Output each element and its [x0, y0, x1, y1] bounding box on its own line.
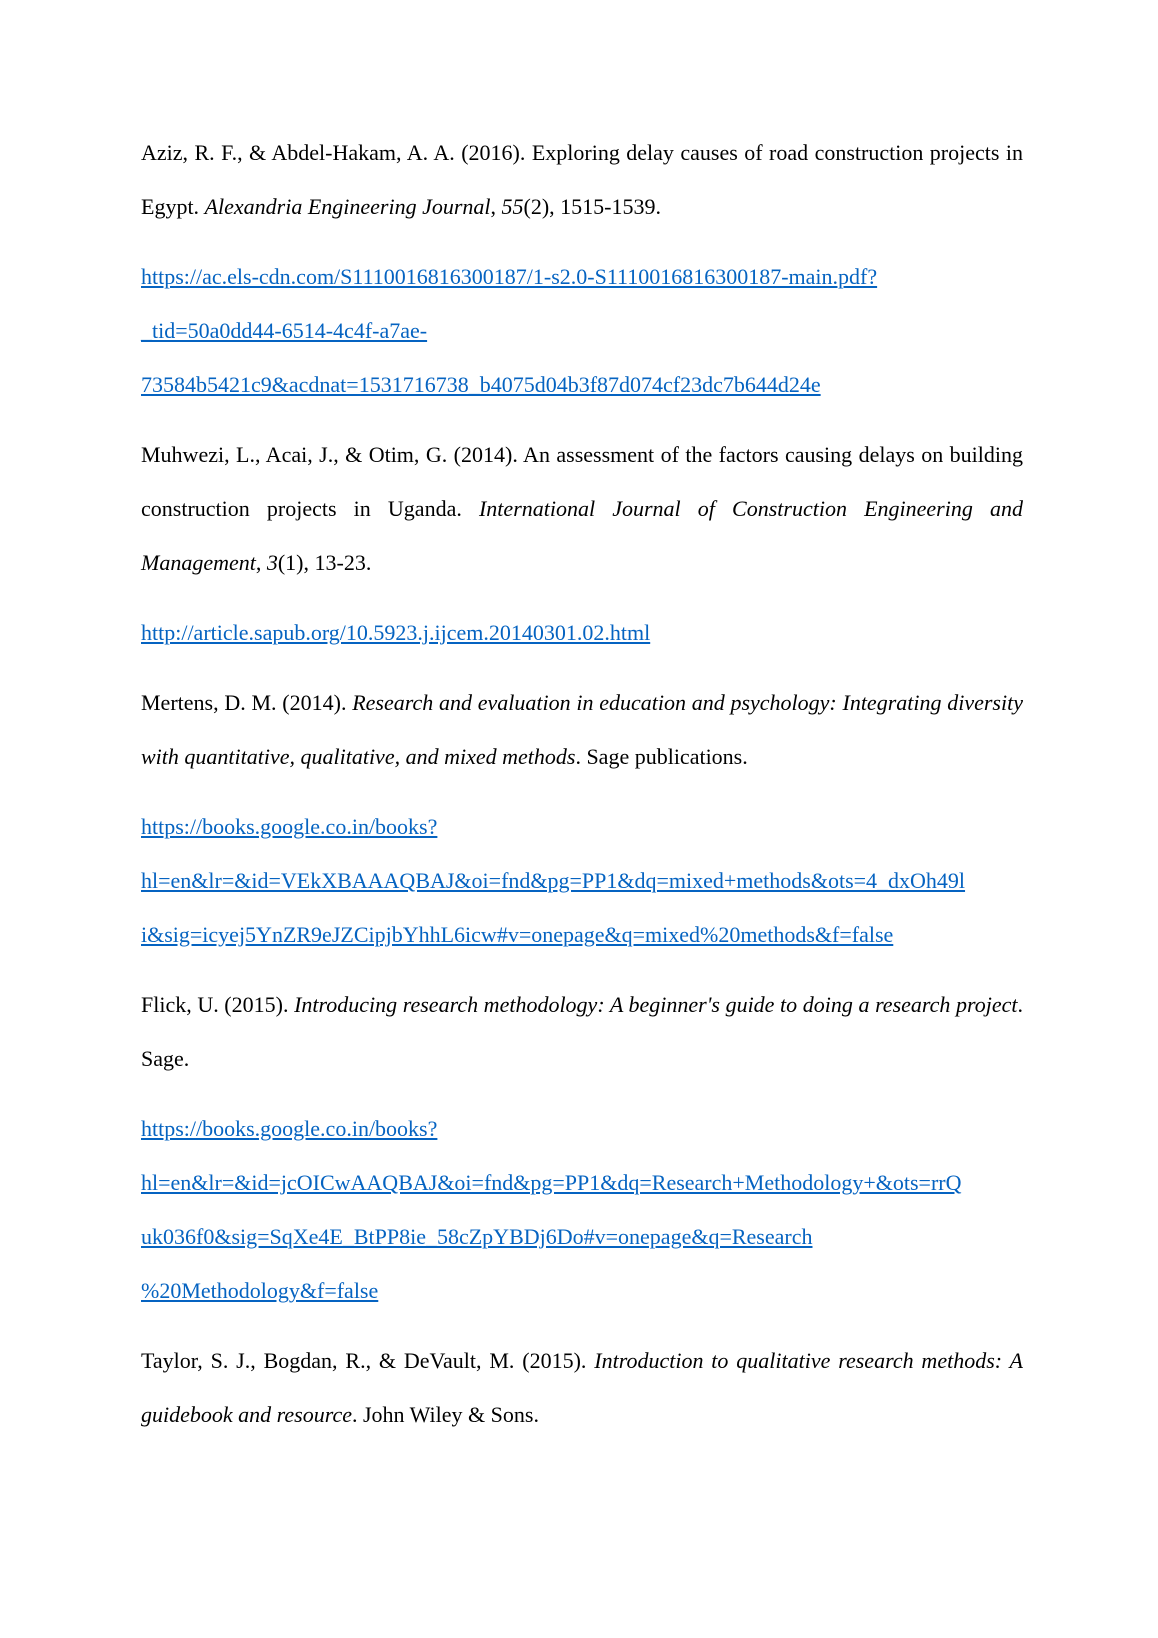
reference-entry [141, 978, 1023, 1086]
citation-authors: Taylor, S. J., Bogdan, R., & DeVault, M. (2015). [141, 1348, 595, 1373]
book-title: Introducing research methodology: A beginner's guide to doing a research project [294, 992, 1018, 1017]
reference-entry [141, 1334, 1023, 1442]
issue-pages: (1), 13-23. [277, 550, 372, 575]
publisher: . Sage publications. [575, 744, 748, 769]
reference-entry: Muhwezi, L., Acai, J., & Otim, G. (2014). An assessment of the factors causing delays on building construction projects in Uganda. International Journal of Construction Engineering and Management, 3(1), 13-23. [141, 442, 1023, 575]
reference-url-link[interactable]: https://books.google.co.in/books? hl=en&lr=&id=jcOICwAAQBAJ&oi=fnd&pg=PP1&dq=Research+Methodology+&ots=rrQ uk036f0&sig=SqXe4E_BtPP8ie_58cZpYBDj6Do#v=onepage&q=Research %20Methodology&f=false [141, 1116, 962, 1303]
reference-url-link[interactable]: https://books.google.co.in/books? hl=en&lr=&id=VEkXBAAAQBAJ&oi=fnd&pg=PP1&dq=mixed+methods&ots=4_dxOh49l i&sig=icyej5YnZR9eJZCipjbYhhL6icw#v=onepage&q=mixed%20methods&f=false [141, 814, 966, 947]
reference-url-link[interactable]: https://ac.els-cdn.com/S1110016816300187/1-s2.0-S1110016816300187-main.pdf? _tid=50a0dd44-6514-4c4f-a7ae- 73584b5421c9&acdnat=1531716738_b4075d04b3f87d074cf23dc7b644d24e [141, 264, 878, 397]
reference-list [141, 126, 1023, 1458]
citation-authors-title: Aziz, R. F., & Abdel-Hakam, A. A. (2016). Exploring delay causes of road construction projects in Egypt. [141, 140, 1023, 219]
citation-authors: Flick, U. (2015). [141, 992, 295, 1017]
book-title: Research and evaluation in education and psychology: Integrating diversity with quantitative, qualitative, and mixed methods [141, 690, 1023, 769]
journal-title: International Journal of Construction Engineering and Management [141, 496, 1023, 575]
publisher: . John Wiley & Sons. [352, 1402, 539, 1427]
reference-url-link[interactable]: http://article.sapub.org/10.5923.j.ijcem.20140301.02.html [141, 620, 651, 645]
reference-entry [141, 676, 1023, 784]
book-title: Introduction to qualitative research methods: A guidebook and resource [141, 1348, 1023, 1427]
citation-authors-title: Muhwezi, L., Acai, J., & Otim, G. (2014). An assessment of the factors causing delays on building construction projects in Uganda. [141, 442, 1023, 521]
reference-entry: Aziz, R. F., & Abdel-Hakam, A. A. (2016). Exploring delay causes of road construction projects in Egypt. Alexandria Engineering Journal, 55(2), 1515-1539. [141, 140, 1023, 219]
citation-authors: Mertens, D. M. (2014). [141, 690, 353, 715]
volume: 55 [501, 194, 524, 219]
issue-pages: (2), 1515-1539. [523, 194, 661, 219]
publisher: . Sage. [141, 992, 1024, 1071]
journal-title: Alexandria Engineering Journal [204, 194, 491, 219]
volume: 3 [266, 550, 278, 575]
